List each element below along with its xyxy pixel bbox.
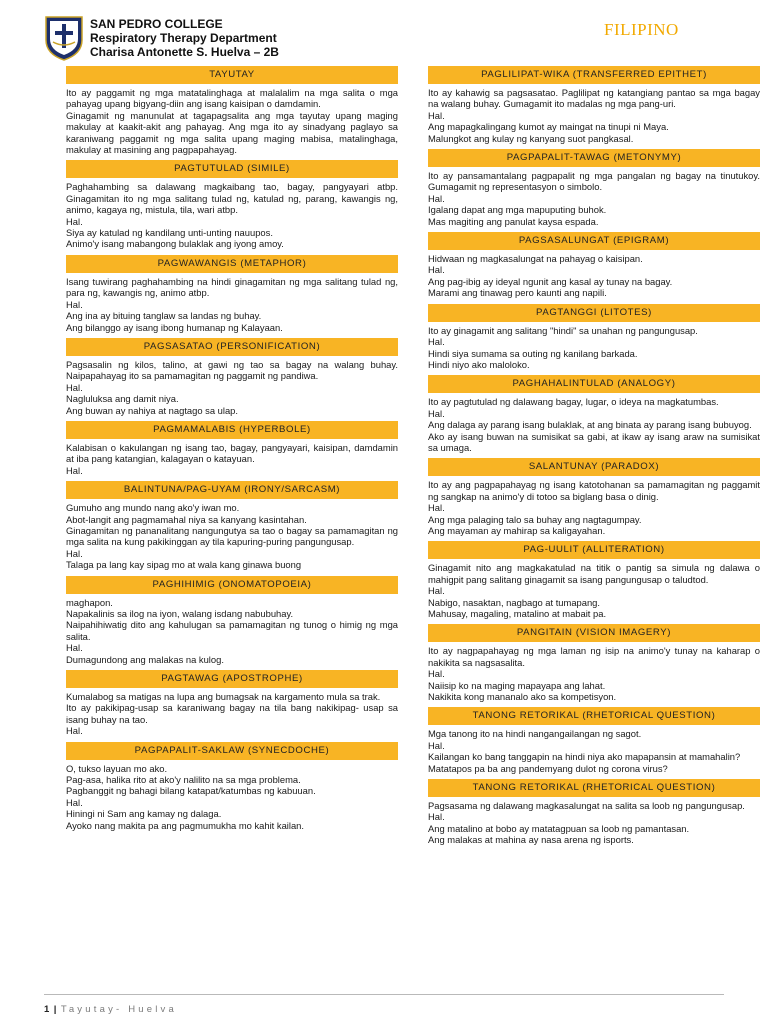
section-heading: PANGITAIN (VISION IMAGERY) xyxy=(428,624,760,642)
body-text: Ang matalino at bobo ay matatagpuan sa loob ng pamantasan. xyxy=(428,822,690,834)
section-pagsasatao xyxy=(66,338,398,416)
footer-separator: | xyxy=(53,1004,57,1015)
section-tanong-retorikal xyxy=(428,707,760,774)
example-label: Hal. xyxy=(428,502,445,514)
body-text: Hiningi ni Sam ang kamay ng dalaga. xyxy=(66,808,222,820)
example-label: Hal. xyxy=(428,336,445,348)
section-balintuna-pag-uyam xyxy=(66,481,398,570)
body-text: Gumuho ang mundo nang ako'y iwan mo. xyxy=(66,502,240,514)
subject-title: FILIPINO xyxy=(604,20,679,39)
section-paglilipat-wika xyxy=(428,66,760,144)
body-text: Paghahambing sa dalawang magkaibang tao, bagay, pangyayari atbp. Ginagamitan ito ng mga salitang tulad ng, katulad ng, parang, kawangis ng, animo, kagaya ng, mistula, tila, wari atbp. xyxy=(66,181,398,216)
section-body xyxy=(66,597,398,665)
body-text: Ginagamit ng manunulat at tagapagsalita ang mga tayutay upang maging makulay at kaakit-akit ang pahayag. Ang mga ito ay sinadyang paglayo sa karaniwang paggamit ng mga salita upang maging mabisa, matalinghaga, makulay at masining ang pagpapahayag. xyxy=(66,109,398,156)
example-label: Hal. xyxy=(66,547,83,559)
body-text: Ang malakas at mahina ay nasa arena ng isports. xyxy=(428,834,634,846)
section-body xyxy=(66,181,398,249)
section-body xyxy=(66,502,398,570)
section-body xyxy=(66,691,398,737)
body-text: Napakalinis sa ilog na iyon, walang isdang nabubuhay. xyxy=(66,608,294,619)
example-label: Hal. xyxy=(428,192,445,204)
section-body xyxy=(428,479,760,536)
section-heading: PAGMAMALABIS (HYPERBOLE) xyxy=(66,421,398,439)
example-label: Hal. xyxy=(428,585,445,597)
section-heading: PAGTUTULAD (SIMILE) xyxy=(66,160,398,178)
section-heading: PAGTAWAG (APOSTROPHE) xyxy=(66,670,398,688)
body-text: Siya ay katulad ng kandilang unti-unting nauupos. xyxy=(66,227,273,239)
body-text: Naipahihiwatig dito ang kahulugan sa pamamagitan ng tunog o himig ng mga salita. xyxy=(66,619,398,642)
section-pagtanggi xyxy=(428,304,760,371)
body-text: Naiisip ko na maging mapayapa ang lahat. xyxy=(428,679,606,691)
section-heading: PAGPAPALIT-TAWAG (METONYMY) xyxy=(428,149,760,167)
body-text: Ito ay pakikipag-usap sa karaniwang bagay na tila bang nakikipag- usap sa isang buhay na tao. xyxy=(66,702,398,725)
body-text: Ang mga palaging talo sa buhay ang nagtagumpay. xyxy=(428,513,642,525)
author-name: Charisa Antonette S. Huelva – 2B xyxy=(90,45,279,59)
section-heading: PAGPAPALIT-SAKLAW (SYNECDOCHE) xyxy=(66,742,398,760)
left-column xyxy=(66,66,398,836)
page-number: 1 xyxy=(44,1004,50,1015)
section-pagtawag xyxy=(66,670,398,737)
body-text: Ang ina ay bituing tanglaw sa landas ng buhay. xyxy=(66,310,262,322)
body-text: Ito ay nagpapahayag ng mga laman ng isip na animo'y tunay na kaharap o nakikita sa nagsasalita. xyxy=(428,645,760,668)
body-text: Matatapos pa ba ang pandemyang dulot ng corona virus? xyxy=(428,762,668,774)
example-label: Hal. xyxy=(66,298,83,310)
body-text: Mahusay, magaling, matalino at mabait pa. xyxy=(428,608,607,619)
section-pagwawangis xyxy=(66,255,398,333)
department-name: Respiratory Therapy Department xyxy=(90,31,277,45)
footer-label: Tayutay- Huelva xyxy=(60,1004,177,1015)
body-text: Animo'y isang mabangong bulaklak ang iyong amoy. xyxy=(66,238,284,250)
body-text: Ito ay pansamantalang pagpapalit ng mga pangalan ng bagay na tinutukoy. Gumagamit ng representasyon o simbolo. xyxy=(428,170,760,193)
example-label: Hal. xyxy=(66,464,83,476)
example-label: Hal. xyxy=(428,811,445,823)
section-pagpapalit-tawag xyxy=(428,149,760,227)
section-body xyxy=(428,800,760,846)
section-pangitain xyxy=(428,624,760,702)
section-body xyxy=(66,763,398,831)
section-body xyxy=(66,359,398,416)
section-pagpapalit-saklaw xyxy=(66,742,398,831)
body-text: Nagluluksa ang damit niya. xyxy=(66,393,179,405)
section-heading: PAGTANGGI (LITOTES) xyxy=(428,304,760,322)
example-label: Hal. xyxy=(428,109,445,121)
body-text: Talaga pa lang kay sipag mo at wala kang ginawa buong xyxy=(66,559,302,571)
section-tanong-retorikal xyxy=(428,779,760,846)
section-heading: PAGWAWANGIS (METAPHOR) xyxy=(66,255,398,273)
section-pagtutulad xyxy=(66,160,398,249)
body-text: Ito ay paggamit ng mga matatalinghaga at malalalim na mga salita o mga pahayag upang bigyang-diin ang isang kaisipan o damdamin. xyxy=(66,87,398,110)
section-heading: TANONG RETORIKAL (RHETORICAL QUESTION) xyxy=(428,707,760,725)
body-text: Ito ay pagtutulad ng dalawang bagay, lugar, o ideya na magkatumbas. xyxy=(428,396,719,408)
body-text: Pagsasama ng dalawang magkasalungat na salita sa loob ng pangungusap. xyxy=(428,800,745,812)
section-heading: PAGHIHIMIG (ONOMATOPOEIA) xyxy=(66,576,398,594)
body-text: Hidwaan ng magkasalungat na pahayag o kaisipan. xyxy=(428,253,643,265)
body-text: Ito ay kahawig sa pagsasatao. Paglilipat ng katangiang pantao sa mga bagay na walang buhay. Gumagamit ito madalas ng mga pang-uri. xyxy=(428,87,760,110)
body-text: Nabigo, nasaktan, nagbago at tumapang. xyxy=(428,596,601,608)
body-text: Ito ay ang pagpapahayag ng isang katotohanan sa pamamagitan ng paggamit ng sangkap na animo'y di totoo sa biglang basa o dinig. xyxy=(428,479,760,502)
example-label: Hal. xyxy=(66,725,83,737)
body-text: Ito ay ginagamit ang salitang "hindi" sa unahan ng pangungusap. xyxy=(428,324,698,336)
body-text: Ginagamit nito ang magkakatulad na titik o pantig sa simula ng dalawa o mahigpit pang salitang ginagamit sa isang pangungusap o taludtod. xyxy=(428,562,760,585)
section-body xyxy=(428,253,760,299)
section-salantunay xyxy=(428,458,760,536)
section-heading: PAGHAHALINTULAD (ANALOGY) xyxy=(428,375,760,393)
section-heading: BALINTUNA/PAG-UYAM (IRONY/SARCASM) xyxy=(66,481,398,499)
example-label: Hal. xyxy=(66,642,83,654)
body-text: Ang bilanggo ay isang ibong humanap ng Kalayaan. xyxy=(66,321,283,333)
body-text: Abot-langit ang pagmamahal niya sa kanyang kasintahan. xyxy=(66,513,307,525)
body-text: Marami ang tinawag pero kaunti ang napili. xyxy=(428,287,607,299)
college-shield-logo xyxy=(44,14,84,62)
body-text: Malungkot ang kulay ng kanyang suot pangkasal. xyxy=(428,132,634,144)
example-label: Hal. xyxy=(428,668,445,680)
body-text: Pagsasalin ng kilos, talino, at gawi ng tao sa bagay na walang buhay. Naipapahayag ito sa pamamagitan ng paggamit ng pandiwa. xyxy=(66,358,398,382)
school-name: SAN PEDRO COLLEGE xyxy=(90,17,223,31)
example-label: Hal. xyxy=(428,407,445,419)
example-label: Hal. xyxy=(428,264,445,276)
section-body xyxy=(428,562,760,619)
section-body xyxy=(428,325,760,371)
body-text: Kailangan ko bang tanggapin na hindi niya ako mapapansin at mamahalin? xyxy=(428,751,741,763)
section-body xyxy=(428,87,760,144)
section-paghahalintulad xyxy=(428,375,760,453)
section-heading: PAGSASATAO (PERSONIFICATION) xyxy=(66,338,398,356)
body-text: Ang pag-ibig ay ideyal ngunit ang kasal ay tunay na bagay. xyxy=(428,275,673,287)
section-heading: SALANTUNAY (PARADOX) xyxy=(428,458,760,476)
body-text: Nakikita kong mananalo ako sa kompetisyon. xyxy=(428,691,617,703)
body-text: Ang dalaga ay parang isang bulaklak, at ang binata ay parang isang bubuyog. xyxy=(428,419,752,431)
example-label: Hal. xyxy=(66,215,83,227)
section-pagmamalabis xyxy=(66,421,398,476)
body-text: Kalabisan o kakulangan ng isang tao, bagay, pangyayari, kaisipan, damdamin at iba pang katangian, kalagayan o katayuan. xyxy=(66,441,398,465)
body-text: Ang buwan ay nahiya at nagtago sa ulap. xyxy=(66,404,239,416)
body-text: O, tukso layuan mo ako. xyxy=(66,762,168,774)
body-text: Dumagundong ang malakas na kulog. xyxy=(66,653,224,665)
body-text: Ako ay isang buwan na sumisikat sa gabi, at ikaw ay isang araw na sumisikat sa umaga. xyxy=(428,430,760,453)
page-header xyxy=(0,0,768,64)
body-text: Kumalabog sa matigas na lupa ang bumagsak na kargamento mula sa trak. xyxy=(66,691,381,703)
body-text: Mga tanong ito na hindi nangangailangan ng sagot. xyxy=(428,728,642,740)
body-text: Ayoko nang makita pa ang pagmumukha mo kahit kailan. xyxy=(66,819,304,831)
header-text xyxy=(90,17,279,59)
body-text: Ang mayaman ay mahirap sa kaligayahan. xyxy=(428,524,606,536)
example-label: Hal. xyxy=(66,381,83,393)
body-text: Pag-asa, halika rito at ako'y nalilito na sa mga problema. xyxy=(66,774,301,786)
right-column xyxy=(428,66,760,851)
body-text: Ang mapagkalingang kumot ay maingat na tinupi ni Maya. xyxy=(428,121,669,133)
body-text: Isang tuwirang paghahambing na hindi ginagamitan ng mga salitang tulad ng, para ng, kawangis ng, animo atbp. xyxy=(66,275,398,299)
page-footer xyxy=(44,994,724,1017)
body-text: Igalang dapat ang mga mapuputing buhok. xyxy=(428,204,607,216)
section-pag-uulit xyxy=(428,541,760,619)
section-body xyxy=(428,170,760,227)
body-text: Hindi niyo ako maloloko. xyxy=(428,358,530,370)
section-body xyxy=(66,276,398,333)
section-heading: PAGLILIPAT-WIKA (TRANSFERRED EPITHET) xyxy=(428,66,760,84)
body-text: Hindi siya sumama sa outing ng kanilang barkada. xyxy=(428,347,638,359)
section-pagsasalungat xyxy=(428,232,760,299)
section-body xyxy=(66,442,398,476)
section-heading: PAG-UULIT (ALLITERATION) xyxy=(428,541,760,559)
section-body xyxy=(428,396,760,453)
section-body xyxy=(428,645,760,702)
body-text: Pagbanggit ng bahagi bilang katapat/katumbas ng kabuuan. xyxy=(66,785,316,797)
section-body xyxy=(428,728,760,774)
body-text: maghapon. xyxy=(66,596,113,608)
section-heading: TANONG RETORIKAL (RHETORICAL QUESTION) xyxy=(428,779,760,797)
body-text: Mas magiting ang panulat kaysa espada. xyxy=(428,215,599,227)
section-heading: TAYUTAY xyxy=(66,66,398,84)
section-body xyxy=(66,87,398,155)
example-label: Hal. xyxy=(428,739,445,751)
example-label: Hal. xyxy=(66,796,83,808)
section-tayutay xyxy=(66,66,398,155)
section-heading: PAGSASALUNGAT (EPIGRAM) xyxy=(428,232,760,250)
section-paghihimig xyxy=(66,576,398,665)
body-text: Ginagamitan ng pananalitang nangungutya sa tao o bagay sa pamamagitan ng mga salita na kung pakikinggan ay tila kapuring-puring pangungusap. xyxy=(66,524,398,548)
